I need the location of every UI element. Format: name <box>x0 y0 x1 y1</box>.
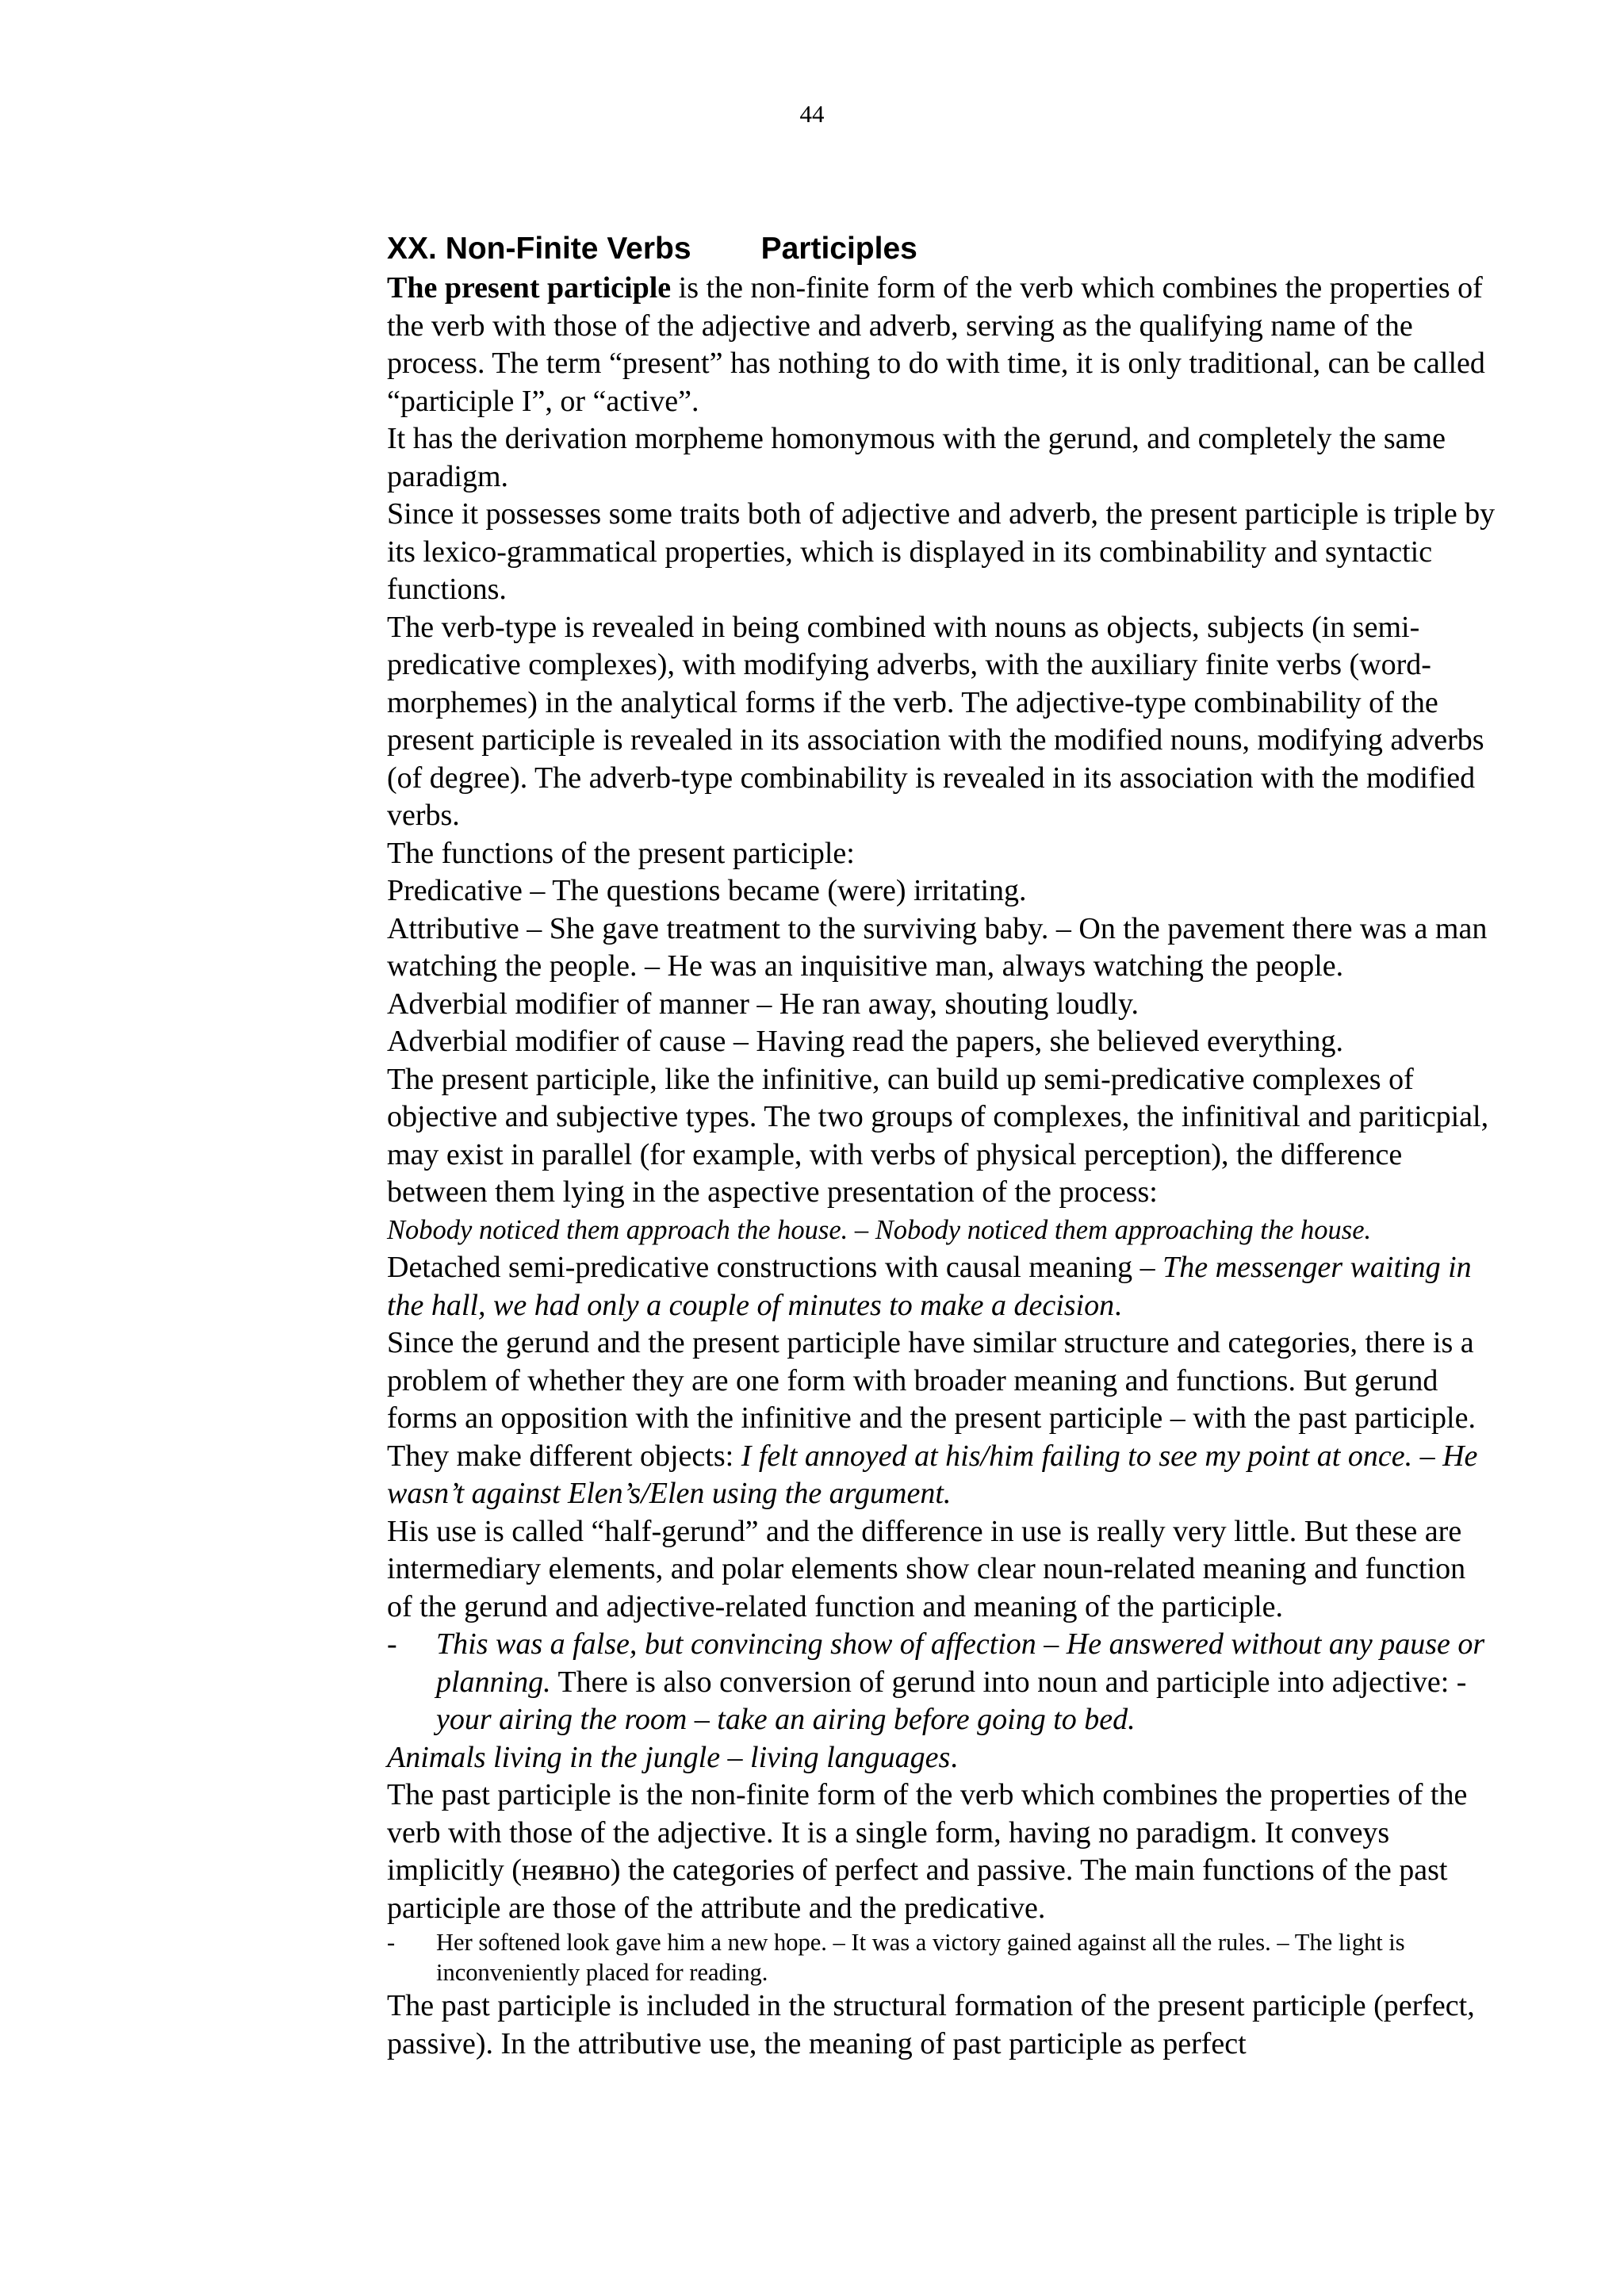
paragraph-text: . <box>950 1740 958 1774</box>
page-number: 44 <box>799 100 825 128</box>
paragraph-text: . <box>1114 1288 1122 1322</box>
example-living-languages <box>387 1739 1497 1777</box>
paragraph-present-participle-definition <box>387 270 1497 420</box>
paragraph-predicative: Predicative – The questions became (were) irritating. <box>387 874 1027 907</box>
example-text: This was a false, but convincing show of affection – He answered without any pause or planning. <box>436 1627 1485 1699</box>
paragraph-derivation: It has the derivation morpheme homonymous with the gerund, and completely the same paradigm. <box>387 422 1446 493</box>
paragraph-functions-intro: The functions of the present participle: <box>387 836 855 870</box>
paragraph-text: Since the gerund and the present participle have similar structure and categories, there is a problem of whether they are one form with broader meaning and functions. But gerund forms an opposition with the infinitive and the present participle – with the past participle. They make different objects: <box>387 1326 1476 1473</box>
example-text: I felt annoyed at his/him failing to see my point at once. – He wasn’t against Elen’s/Elen using the argument. <box>387 1439 1478 1510</box>
paragraph-text: There is also conversion of gerund into noun and participle into adjective: - <box>550 1665 1467 1699</box>
paragraph-adverbial-cause: Adverbial modifier of cause – Having read the papers, she believed everything. <box>387 1025 1344 1058</box>
paragraph-detached-constructions <box>387 1249 1497 1324</box>
paragraph-half-gerund: His use is called “half-gerund” and the difference in use is really very little. But these are intermediary elements, and polar elements show clear noun-related meaning and function of the gerund and adjective-related function and meaning of the participle. <box>387 1514 1466 1623</box>
example-text: Nobody noticed them approach the house. – Nobody noticed them approaching the house. <box>387 1214 1372 1245</box>
paragraph-past-participle-structure: The past participle is included in the structural formation of the present participle (perfect, passive). In the attributive use, the meaning of past participle as perfect <box>387 1989 1475 2060</box>
paragraph-text: is the non-finite form of the verb which combines the properties of the verb with those of the adjective and adverb, serving as the qualifying name of the process. The term “present” has nothing to do with time, it is only traditional, can be called “participle I”, or “active”. <box>387 271 1485 418</box>
paragraph-gerund-vs-participle <box>387 1324 1497 1513</box>
example-text: Animals living in the jungle – living languages <box>387 1740 951 1774</box>
paragraph-text: Detached semi-predicative constructions with causal meaning – <box>387 1251 1163 1284</box>
example-text: your airing the room – take an airing before going to bed. <box>436 1703 1136 1736</box>
paragraph-combinability: The verb-type is revealed in being combined with nouns as objects, subjects (in semi-predicative complexes), with modifying adverbs, with the auxiliary finite verbs (word-morphemes) in the analytical forms if the verb. The adjective-type combinability of the present participle is revealed in its association with the modified nouns, modifying adverbs (of degree). The adverb-type combinability is revealed in its association with the modified verbs. <box>387 610 1484 832</box>
subsection-title: Participles <box>760 232 917 266</box>
list-item-past-participle-examples <box>387 1927 1497 1987</box>
term-present-participle: The present participle <box>387 271 672 305</box>
paragraph-past-participle-definition: The past participle is the non-finite form of the verb which combines the properties of the verb with those of the adjective. It is a single form, having no paradigm. It conveys implicitly (неявно) the categories of perfect and passive. The main functions of the past participle are those of the attribute and the predicative. <box>387 1778 1468 1925</box>
example-text: Her softened look gave him a new hope. – It was a victory gained against all the rules. – The light is inconveniently placed for reading. <box>436 1929 1405 1986</box>
example-text: The messenger waiting in the hall, we had only a couple of minutes to make a decision <box>387 1251 1472 1322</box>
paragraph-adverbial-manner: Adverbial modifier of manner – He ran away, shouting loudly. <box>387 987 1139 1021</box>
list-dash: - <box>387 1929 396 1956</box>
paragraph-triple-properties: Since it possesses some traits both of adjective and adverb, the present participle is triple by its lexico-grammatical properties, which is displayed in its combinability and syntactic functions. <box>387 497 1496 606</box>
list-dash: - <box>387 1627 397 1661</box>
example-approach-house <box>387 1212 1497 1250</box>
list-item-affection-example <box>387 1626 1497 1739</box>
section-heading <box>387 228 1497 270</box>
page-content <box>387 228 1497 2063</box>
paragraph-semi-predicative-complexes: The present participle, like the infinitive, can build up semi-predicative complexes of objective and subjective types. The two groups of complexes, the infinitival and pariticpial, may exist in parallel (for example, with verbs of physical perception), the difference between them lying in the aspective presentation of the process: <box>387 1062 1489 1209</box>
section-title: XX. Non-Finite Verbs <box>387 232 691 266</box>
paragraph-attributive: Attributive – She gave treatment to the surviving baby. – On the pavement there was a man watching the people. – He was an inquisitive man, always watching the people. <box>387 911 1488 983</box>
